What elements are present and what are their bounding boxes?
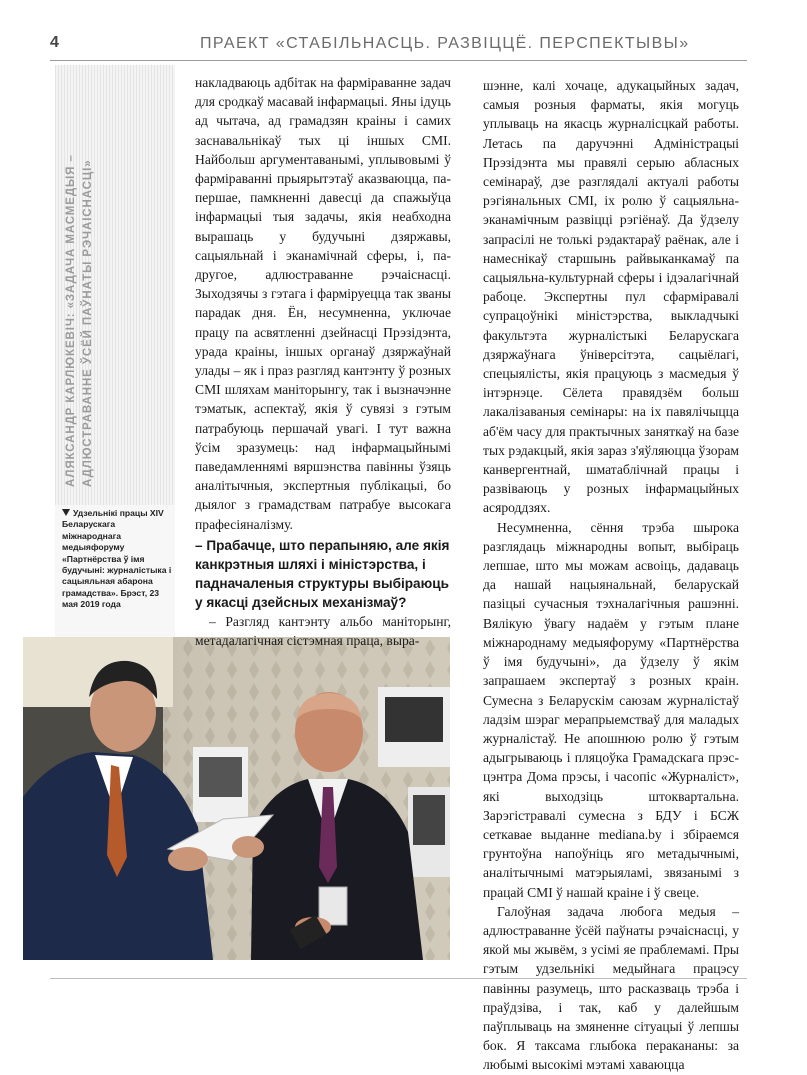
photo-two-men-reading-document-icon <box>23 637 450 960</box>
page-number: 4 <box>50 34 59 51</box>
caption-arrow-icon <box>62 509 70 516</box>
paragraph: Галоўная задача любога медыя – адлюстраванне ўсёй паўнаты рэчаіснасці, у якой мы жывём, з усімі яе праблемамі. Пры гэтым удзельнікі медыйнага працэсу павінны разумець, што расказваць трэба і праўдзіва, і так, каб у далейшым паўплываць на змяненне сітуацыі ў лепшы бок. Я таксама глыбока перакананы: за любымі высокімі мэтамі хаваюцца <box>483 903 739 1073</box>
article-column-1 <box>195 73 451 650</box>
photo-caption <box>62 508 174 611</box>
sidebar-title-line: АДЛЮСТРАВАННЕ ЎСЁЙ ПАЎНАТЫ РЭЧАІСНАСЦІ» <box>82 159 94 487</box>
paragraph: Несумненна, сёння трэба шырока разглядаць міжнародны вопыт, выбіраць лепшае, што мы можам асвоіць, дадаваць да нашай нацыянальнай, беларускай пазіцыі сучасныя тэхналагічныя рашэнні. Вялікую ўвагу надаём у гэтым плане міжнароднаму медыяфоруму «Партнёрства ў імя будучыні», да ўдзелу ў якім запрашаем экспертаў з розных краін. Сумесна з Беларускім саюзам журналістаў ладзім шэраг мерапрыемстваў для маладых журналістаў. Не апошнюю ролю ў гэтым адыгрываюць і пляцоўка Грамадскага прэс-цэнтра Дома прэсы, і часопіс «Журналіст», які выходзіць штоквартальна. Зарэгістравалі сумесна з БДУ і БСЖ сеткавае выданне mediana.by і збіраемся грунтоўна напоўніць яго метадычнымі, аналітычнымі матэрыяламі, звязанымі з працай СМІ ў нашай краіне і ў свеце. <box>483 519 739 900</box>
sidebar-band <box>55 65 175 505</box>
paragraph: накладваюць адбітак на фарміраванне задач для сродкаў масавай інфармацыі. Яны ідуць ад чытача, ад грамадзян краіны і самих заснавальнікаў тых ці іншых СМІ. Найбольш аргументаванымі, уплывовымі ў фарміраванні прыярытэтаў аказваюцца, па-першае, памкненні давесці да спажыўца інфармацыі тыя задачы, якія неабходна вырашаць у будучыні дзяржавы, сацыяльнай і эканамічнай сферы, і, па-другое, адлюстраванне рэчаіснасці. Зыходзячы з гэтага і фарміруецца так званы парадак дня. Ён, несумненна, уключае працу па асвятленні дзейнасці Прэзідэнта, урада краіны, іншых органаў дзяржаўнай улады – як і праз разгляд кантэнту ў розных СМІ шляхам маніторынгу, так і вызначэнне тэматык, аспектаў, якія ў сувязі з гэтым патрабуюць першачай увагі. І тут важна ўсім зразумець: над інфармацыйнымі паведамленнямі вяршэнства павінны ўзяць аналітычныя, экспертныя публікацыі, бо дыялог з грамадствам патрабуе высокага прафесіяналізму. <box>195 75 451 532</box>
running-header-title: ПРАЕКТ «СТАБІЛЬНАСЦЬ. РАЗВІЦЦЁ. ПЕРСПЕКТЫВЫ» <box>200 35 690 52</box>
interview-question: – Прабачце, што перапыняю, але якія канкрэтныя шляхі і міністэрства, і падначаленыя структуры выбіраюць у якасці дзейсных механізмаў? <box>195 537 450 610</box>
photo <box>23 637 450 960</box>
footer-rule <box>50 978 747 979</box>
article-column-2 <box>483 76 739 1075</box>
caption-text: Удзельнікі працы XIV Беларускага міжнароднага медыяфоруму «Партнёрства ў імя будучыні: журналістыка і сацыяльная абарона грамадства». Брэст, 23 мая 2019 года <box>62 508 172 610</box>
sidebar-article-title <box>55 65 175 505</box>
paragraph: – Разгляд кантэнту альбо маніторынг, метадалагічная сістэмная праца, выра- <box>195 613 451 649</box>
paragraph: шэнне, калі хочаце, адукацыйных задач, самыя розныя фарматы, якія могуць уплываць на якасць журналісцкай работы. Летась па даручэнні Адміністрацыі Прэзідэнта мы правялі серыю абласных семінараў, дзе разглядалі актуалі работы рэгіянальных СМІ, іх ролю ў сацыяльна-эканамічным развіцці рэгіёнаў. Да ўдзелу запрасілі не толькі рэдактараў раёнак, але і намеснікаў старшынь райвыканкамаў па сацыяльна-культурнай сферы і ідэалагічнай рабоце. Экспертны пул сфарміравалі супрацоўнікі міністэрства, выкладчыкі факультэта журналістыкі Беларускага дзяржаўнага ўніверсітэта, сацыёлагі, спецыялісты, якія працуюць з масмедыя ў інтэрнэце. Сёлета правядзём больш лакалізаваныя семінары: на іх павялічыцца аб'ём часу для практычных заняткаў на базе тых рэдакцый, якія зараз з'яўляюцца ўзорам канвергентнай, шматаблічнай працы і развіваюць у розных інфармацыйных асяроддзях. <box>483 78 739 516</box>
sidebar-title-line: АЛЯКСАНДР КАРЛЮКЕВІЧ: «ЗАДАЧА МАСМЕДЫЯ – <box>65 154 77 487</box>
header-rule <box>50 60 747 61</box>
